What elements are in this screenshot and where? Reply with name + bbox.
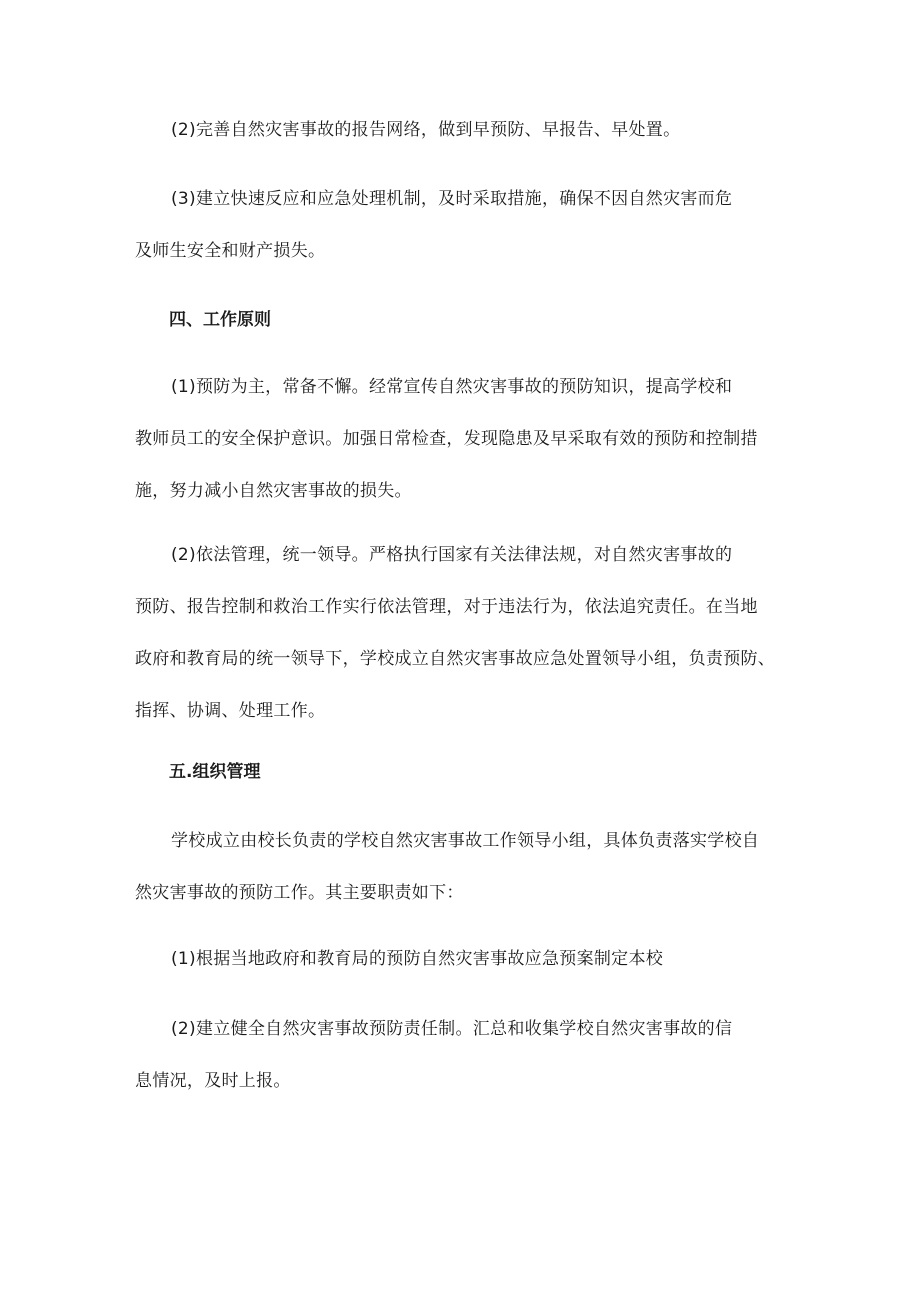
paragraph-text-line: 及师生安全和财产损失。: [135, 241, 326, 261]
paragraph-text-line: 然灾害事故的预防工作。其主要职责如下：: [135, 883, 464, 903]
paragraph-lawful-management: [135, 529, 800, 737]
paragraph-responsibility-system: [135, 1003, 800, 1107]
paragraph-text-line: 学校成立由校长负责的学校自然灾害事故工作领导小组，具体负责落实学校自: [171, 831, 760, 851]
paragraph-text-line: 息情况，及时上报。: [135, 1071, 291, 1091]
paragraph-prevention-first: [135, 361, 800, 517]
paragraph-text: (1)根据当地政府和教育局的预防自然灾害事故应急预案制定本校: [171, 949, 664, 969]
paragraph-report-network: [135, 104, 800, 156]
paragraph-text-line: (2)建立健全自然灾害事故预防责任制。汇总和收集学校自然灾害事故的信: [171, 1019, 733, 1039]
section-heading-principles: 四、工作原则: [169, 310, 271, 330]
paragraph-rapid-response: [135, 173, 800, 277]
section-heading-organization: 五.组织管理: [169, 762, 261, 782]
paragraph-text-line: 预防、报告控制和救治工作实行依法管理，对于违法行为，依法追究责任。在当地: [135, 597, 758, 617]
paragraph-org-intro: [135, 815, 800, 919]
paragraph-text-line: 指挥、协调、处理工作。: [135, 701, 326, 721]
paragraph-text-line: (2)依法管理，统一领导。严格执行国家有关法律法规，对自然灾害事故的: [171, 545, 733, 565]
paragraph-text-line: 教师员工的安全保护意识。加强日常检查，发现隐患及早采取有效的预防和控制措: [135, 429, 758, 449]
paragraph-text: (2)完善自然灾害事故的报告网络，做到早预防、早报告、早处置。: [171, 120, 681, 140]
paragraph-text-line: 施，努力减小自然灾害事故的损失。: [135, 481, 412, 501]
paragraph-text-line: (1)预防为主，常备不懈。经常宣传自然灾害事故的预防知识，提高学校和: [171, 377, 733, 397]
paragraph-emergency-plan: [135, 933, 800, 985]
paragraph-text-line: 政府和教育局的统一领导下，学校成立自然灾害事故应急处置领导小组，负责预防、: [135, 649, 776, 669]
paragraph-text-line: (3)建立快速反应和应急处理机制，及时采取措施，确保不因自然灾害而危: [171, 189, 733, 209]
